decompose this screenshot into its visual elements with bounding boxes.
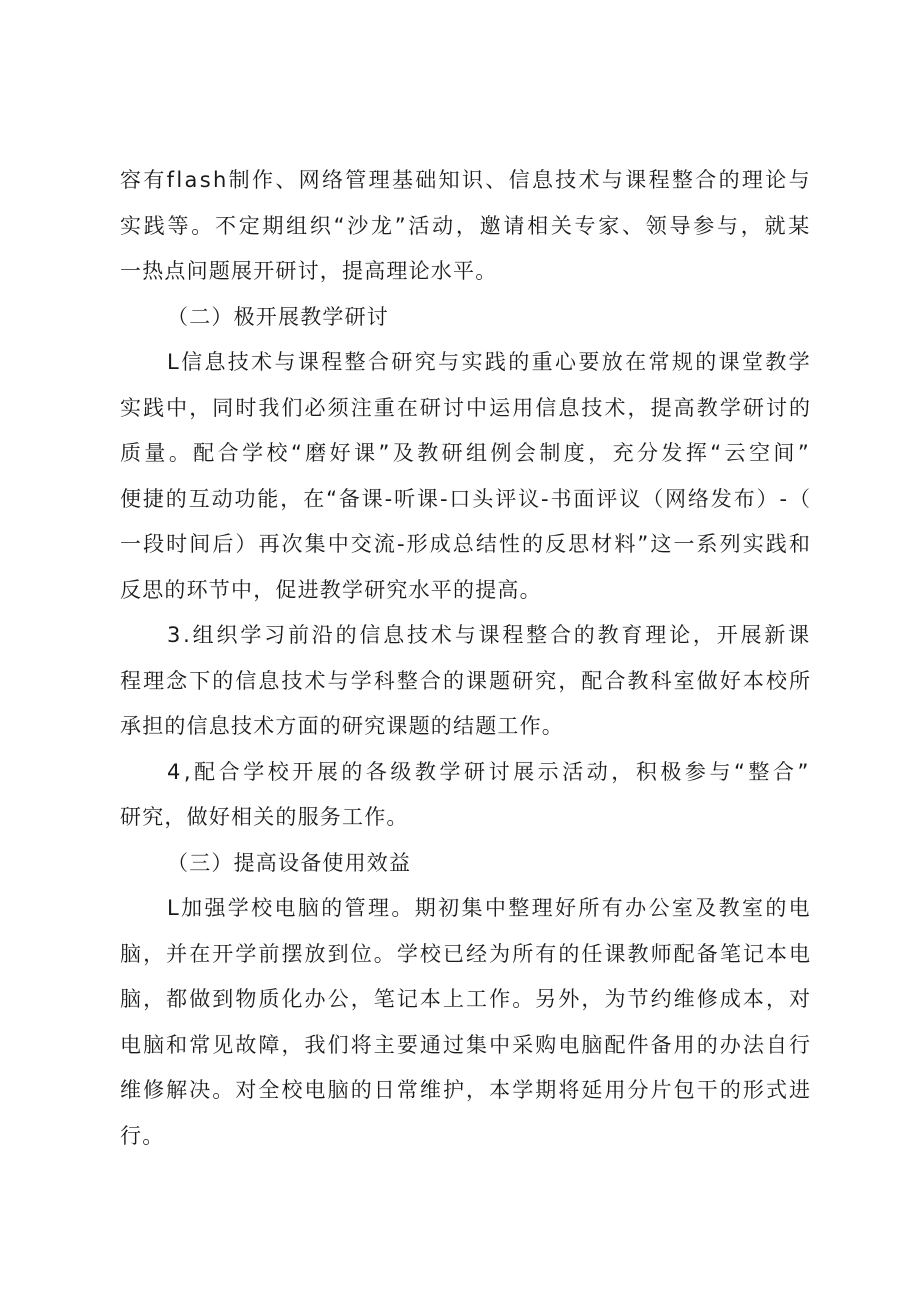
text-line: 实践中，同时我们必须注重在研讨中运用信息技术，提高教学研讨的 bbox=[120, 395, 812, 420]
text-line: 行。 bbox=[120, 1123, 165, 1148]
text-line: 维修解决。对全校电脑的日常维护，本学期将延用分片包干的形式进 bbox=[120, 1078, 812, 1102]
text-line: 程理念下的信息技术与学科整合的课题研究，配合教科室做好本校所 bbox=[120, 668, 812, 693]
text-line: 便捷的互动功能，在“备课-听课-口头评议-书面评议（网络发布）-（ bbox=[120, 486, 812, 511]
text-line: 脑，都做到物质化办公，笔记本上工作。另外，为节约维修成本，对 bbox=[120, 987, 812, 1011]
document-body bbox=[120, 158, 812, 1159]
text-line: 3.组织学习前沿的信息技术与课程整合的教育理论，开展新课 bbox=[167, 623, 812, 647]
text-line: 4,配合学校开展的各级教学研讨展示活动，积极参与“整合” bbox=[167, 759, 812, 784]
text-line: （三）提高设备使用效益 bbox=[167, 850, 412, 875]
text-line: 承担的信息技术方面的研究课题的结题工作。 bbox=[120, 714, 564, 738]
text-line: 实践等。不定期组织“沙龙”活动，邀请相关专家、领导参与，就某 bbox=[120, 213, 812, 238]
text-line: （二）极开展教学研讨 bbox=[167, 304, 389, 329]
text-line: 脑，并在开学前摆放到位。学校已经为所有的任课教师配备笔记本电 bbox=[120, 941, 812, 966]
text-line: 反思的环节中，促进教学研究水平的提高。 bbox=[120, 577, 542, 602]
text-line: 研究，做好相关的服务工作。 bbox=[120, 805, 409, 829]
text-line: 电脑和常见故障，我们将主要通过集中采购电脑配件备用的办法自行 bbox=[120, 1032, 812, 1057]
text-line: 一段时间后）再次集中交流-形成总结性的反思材料”这一系列实践和 bbox=[120, 532, 812, 556]
text-line: L加强学校电脑的管理。期初集中整理好所有办公室及教室的电 bbox=[167, 896, 812, 920]
text-line: 一热点问题展开研讨，提高理论水平。 bbox=[120, 259, 498, 283]
text-line: 质量。配合学校“磨好课”及教研组例会制度，充分发挥“云空间” bbox=[120, 441, 812, 465]
text-line: L信息技术与课程整合研究与实践的重心要放在常规的课堂教学 bbox=[167, 350, 812, 374]
text-line: 容有flash制作、网络管理基础知识、信息技术与课程整合的理论与 bbox=[120, 168, 812, 192]
